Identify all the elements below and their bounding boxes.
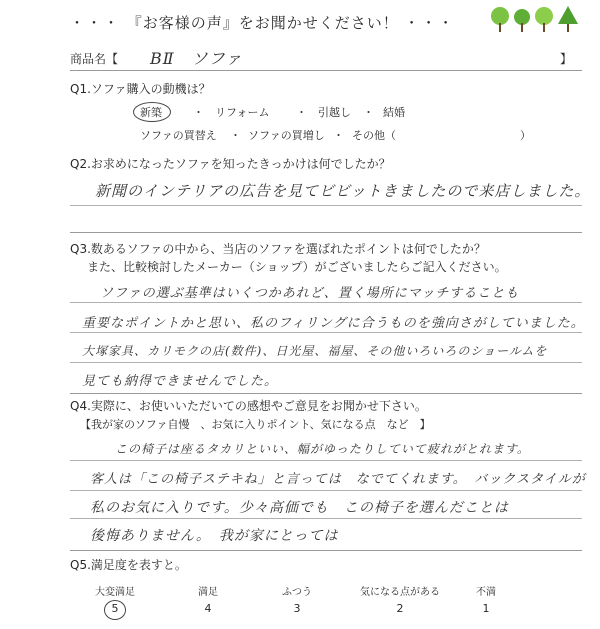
- page-title: 『お客様の声』をお聞かせください！: [126, 14, 399, 32]
- satisfaction-value-3: 3: [293, 602, 301, 615]
- product-close: 】: [560, 52, 573, 66]
- satisfaction-label-neutral: ふつう: [282, 587, 312, 598]
- tree-icon: [558, 6, 578, 32]
- q4-question: Q4.実際に、お使いいただいての感想やご意見をお聞かせ下さい。: [70, 399, 427, 413]
- separator-dot: ・: [296, 106, 307, 119]
- q3-answer-line-3: 大塚家具、カリモクの店(数件)、日光屋、福屋、その他いろいろのショールムを: [82, 344, 548, 358]
- q4-answer-line-3: 私のお気に入りです。少々高価でも この椅子を選んだことは: [90, 500, 509, 516]
- q1-question: Q1.ソファ購入の動機は？: [70, 82, 211, 96]
- satisfaction-value-2: 2: [396, 602, 404, 615]
- divider: [70, 70, 582, 71]
- answer-line: [70, 302, 582, 303]
- separator-dot: ・: [363, 106, 374, 119]
- q1-option-marriage: 結婚: [383, 106, 405, 119]
- satisfaction-label-very-satisfied: 大変満足: [95, 587, 135, 598]
- satisfaction-value-1: 1: [482, 602, 490, 615]
- q1-option-other: その他（: [352, 129, 396, 142]
- answer-line: [70, 490, 582, 491]
- q1-option-reform: リフォーム: [215, 106, 270, 119]
- separator-dot: ・: [230, 129, 241, 142]
- q3-subtext: また、比較検討したメーカー（ショップ）がございましたらご記入ください。: [87, 260, 507, 274]
- q2-question: Q2.お求めになったソファを知ったきっかけは何でしたか？: [70, 157, 391, 171]
- satisfaction-value-4: 4: [204, 602, 212, 615]
- product-value: BⅡ ソファ: [150, 49, 243, 68]
- answer-line: [70, 362, 582, 363]
- q3-question: Q3.数あるソファの中から、当店のソファを選ばれたポイントは何でしたか？: [70, 242, 486, 256]
- q3-answer-line-4: 見ても納得できませんでした。: [82, 374, 279, 389]
- q1-option-replace: ソファの買替え: [140, 129, 217, 142]
- answer-line: [70, 460, 582, 461]
- q3-answer-line-1: ソファの選ぶ基準はいくつかあれど、置く場所にマッチすることも: [100, 286, 520, 301]
- tree-icon: [491, 7, 509, 32]
- product-label: 商品名【: [70, 52, 119, 66]
- satisfaction-label-dissatisfied: 不満: [476, 587, 496, 598]
- separator-dot: ・: [333, 129, 344, 142]
- q1-option-new-house: 新築: [140, 106, 162, 119]
- page-title-row: [70, 12, 456, 33]
- q1-option-add: ソファの買増し: [248, 129, 325, 142]
- divider: [70, 393, 582, 394]
- divider: [70, 232, 582, 233]
- tree-icon: [535, 7, 553, 32]
- title-dots-right: ・・・: [404, 16, 456, 32]
- q5-question: Q5.満足度を表すと。: [70, 558, 187, 572]
- q1-option-move: 引越し: [318, 106, 351, 119]
- satisfaction-value-5: 5: [111, 602, 119, 615]
- answer-line: [70, 332, 582, 333]
- product-name-row: [70, 50, 118, 67]
- q4-answer-line-4: 後悔ありません。 我が家にとっては: [90, 528, 339, 544]
- tree-icon: [514, 9, 530, 32]
- q4-answer-line-1: この椅子は座るタカリといい、幅がゆったりしていて疲れがとれます。: [115, 442, 530, 456]
- q2-answer: 新聞のインテリアの広告を見てビビットきましたので来店しました。: [95, 182, 591, 200]
- answer-line: [70, 518, 582, 519]
- divider: [70, 550, 582, 551]
- trees-illustration: [488, 4, 588, 34]
- separator-dot: ・: [193, 106, 204, 119]
- satisfaction-label-concern: 気になる点がある: [360, 587, 440, 598]
- q3-answer-line-2: 重要なポイントかと思い、私のフィリングに合うものを強向さがしていました。: [82, 316, 585, 331]
- q4-subtext: 【我が家のソファ自慢 、お気に入りポイント、気になる点 など 】: [80, 418, 431, 431]
- satisfaction-label-satisfied: 満足: [198, 587, 218, 598]
- title-dots-left: ・・・: [70, 16, 121, 32]
- answer-line: [70, 205, 582, 206]
- q1-other-close: ）: [520, 129, 531, 142]
- q4-answer-line-2: 客人は「この椅子ステキね」と言っては なでてくれます。 バックスタイルが: [90, 472, 586, 487]
